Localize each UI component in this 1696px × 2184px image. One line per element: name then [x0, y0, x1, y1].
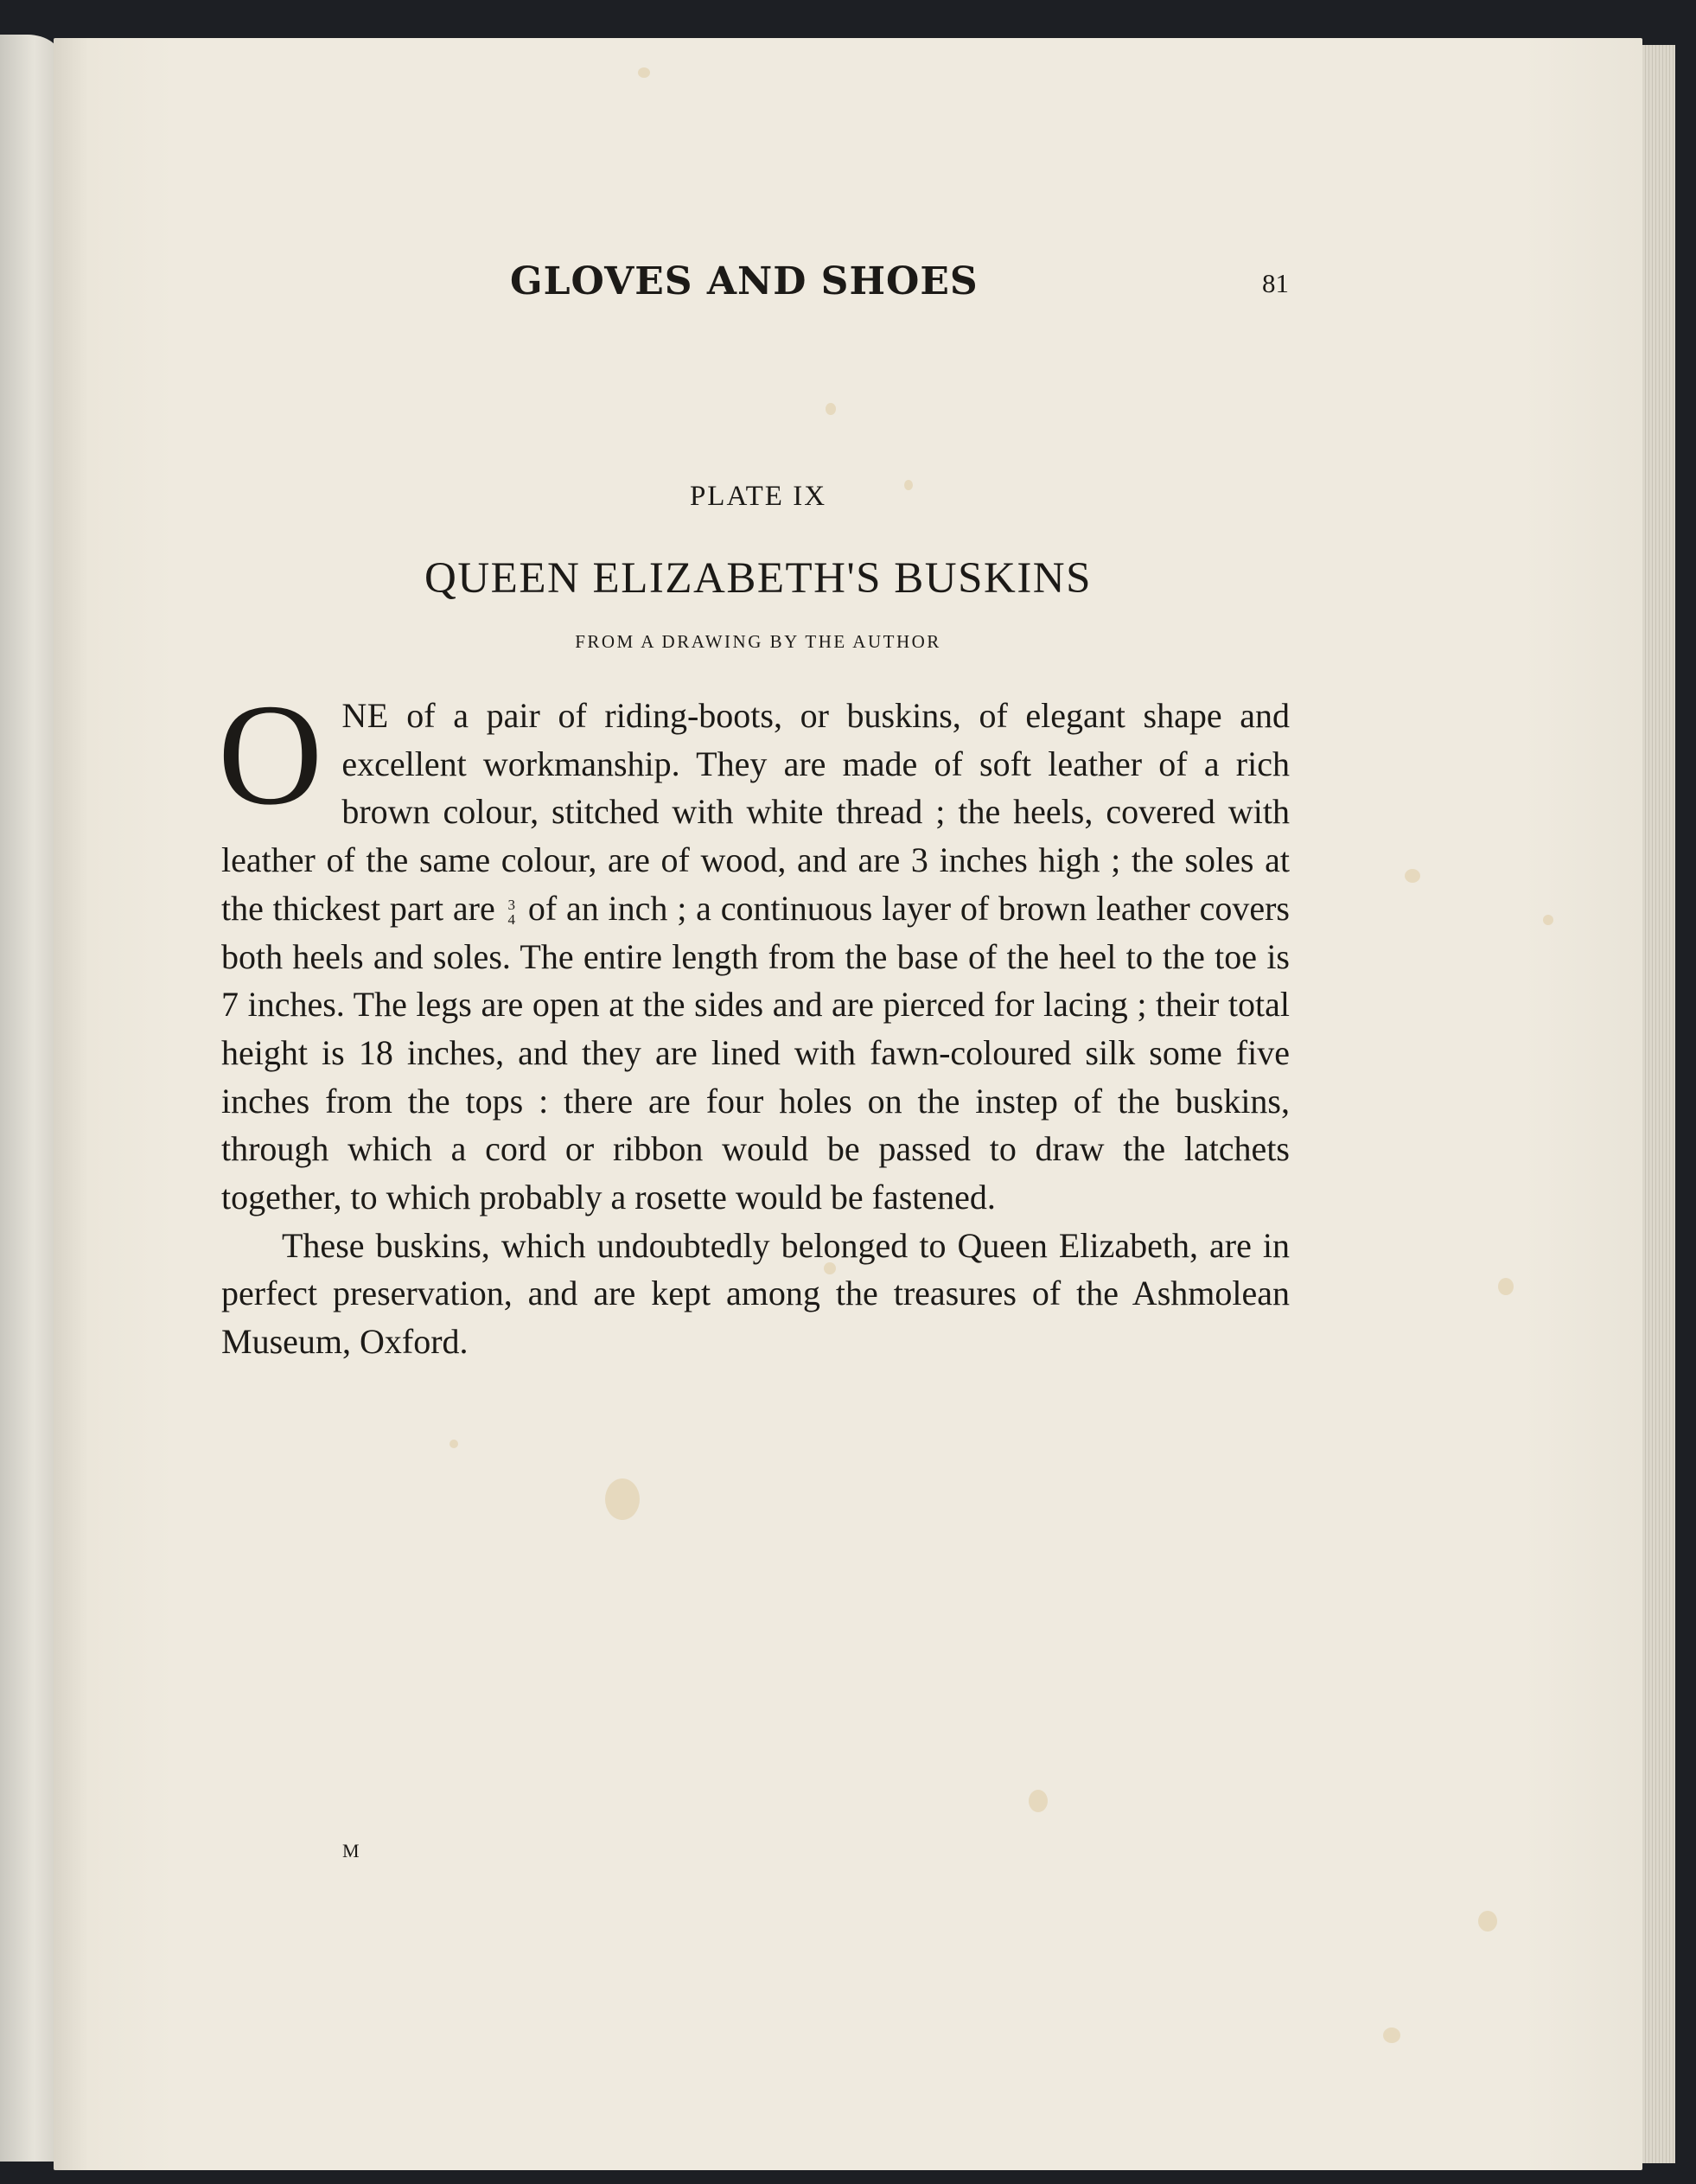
foxing-spot	[605, 1478, 640, 1520]
signature-mark: M	[342, 1840, 360, 1862]
paragraph-text: of an inch ; a continuous layer of brown leather covers both heels and soles. The entire length from the base of the heel to the toe is 7 inches. The legs are open at the sides and are pierced for lacing ; their total height is 18 inches, and they are lined with fawn-coloured silk some five inches from the tops : there are four holes on the instep of the buskins, through which a cord or ribbon would be passed to draw the latchets together, to which probably a rosette would be fastened.	[221, 888, 1291, 1217]
running-head	[0, 259, 1696, 311]
plate-title: QUEEN ELIZABETH'S BUSKINS	[424, 554, 1092, 603]
plate-label: PLATE IX	[689, 481, 827, 512]
foxing-spot	[1029, 1790, 1048, 1812]
first-word-rest: NE	[341, 696, 389, 735]
foxing-spot	[1498, 1278, 1514, 1295]
fraction-denominator: 4	[507, 910, 516, 928]
foxing-spot	[450, 1440, 458, 1448]
plate-credit: FROM A DRAWING BY THE AUTHOR	[575, 631, 941, 652]
paragraph-text: of a pair of riding-boots, or buskins, of elegant shape and excellent workmanship. They are made of soft leather of a rich brown colour, stitched with white thread ; the heels, covered with leather of the same colour, are of wood, and are 3 inches high ; the soles at the thickest part are	[221, 696, 1290, 928]
fraction-numerator: 3	[507, 896, 516, 913]
foxing-spot	[1405, 869, 1420, 883]
foxing-spot	[1478, 1911, 1497, 1932]
foxing-spot	[1543, 915, 1553, 925]
body-text	[218, 674, 1291, 1366]
foxing-spot	[1383, 2028, 1400, 2043]
foxing-spot	[826, 403, 836, 415]
paragraph	[218, 674, 1291, 1222]
foxing-spot	[638, 67, 650, 78]
drop-cap: O	[218, 674, 323, 835]
paragraph: These buskins, which undoubtedly belonged to Queen Elizabeth, are in perfect preservation, and are kept among the treasures of the Ashmolean Museum, Oxford.	[221, 1225, 1290, 1362]
running-title: GLOVES AND SHOES	[510, 259, 979, 303]
page-stack-edge	[1642, 45, 1675, 2163]
page-number: 81	[1262, 268, 1289, 298]
fraction	[508, 897, 516, 927]
